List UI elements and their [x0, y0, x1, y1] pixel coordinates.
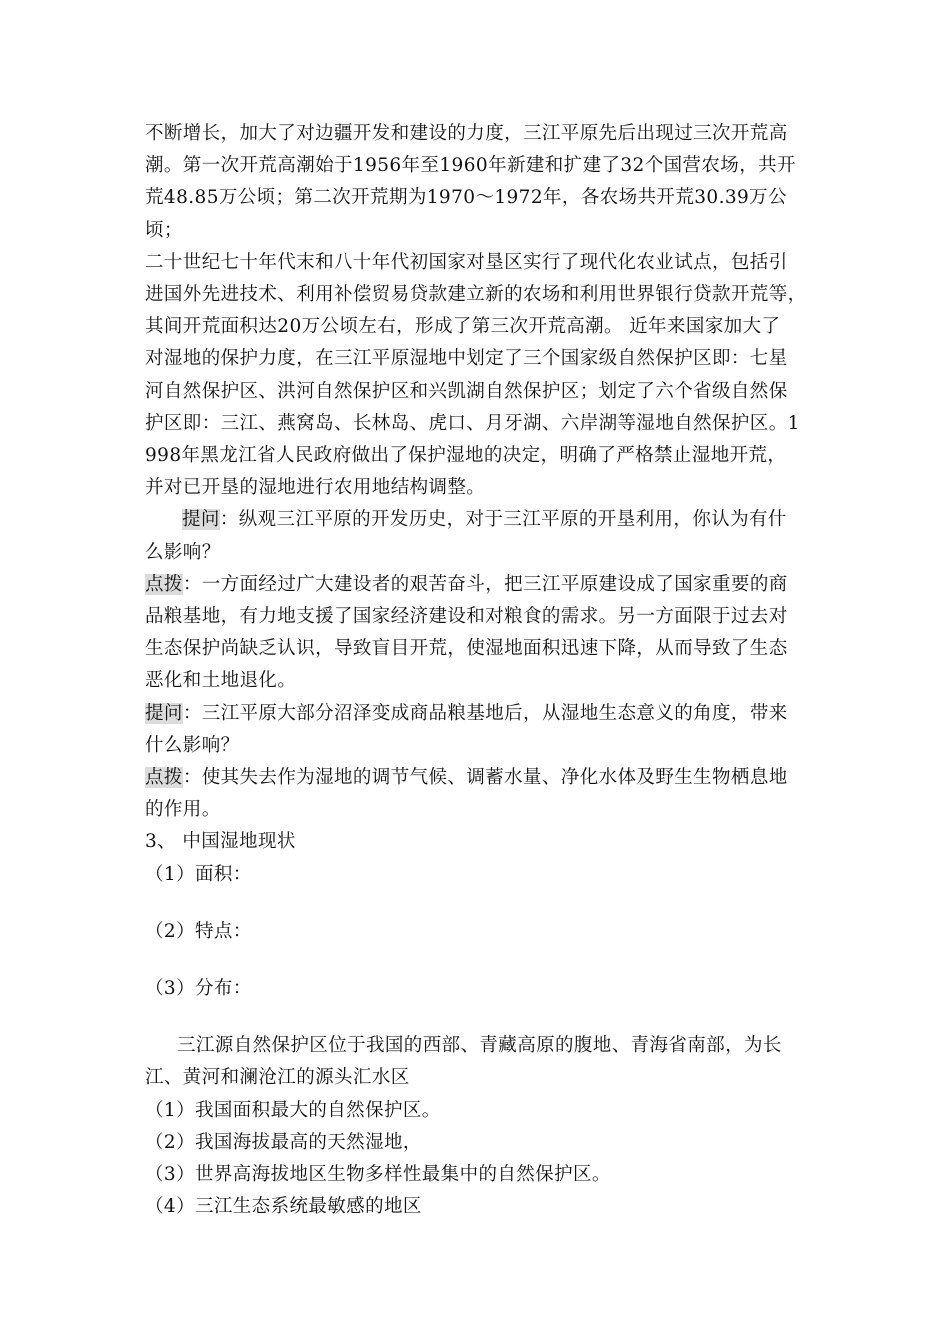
answer-1-line: 恶化和土地退化。 — [145, 670, 297, 692]
question-1 — [145, 504, 810, 536]
sanjiangyuan-item: （2）我国海拔最高的天然湿地， — [145, 1131, 422, 1153]
intro-line: 潮。第一次开荒高潮始于1956年至1960年新建和扩建了32个国营农场，共开 — [145, 155, 796, 177]
sanjiangyuan-item: （1）我国面积最大的自然保护区。 — [145, 1099, 441, 1121]
answer-label: 点拨 — [145, 767, 183, 789]
intro-line: 二十世纪七十年代末和八十年代初国家对垦区实行了现代化农业试点，包括引 — [145, 251, 788, 273]
sanjiangyuan-line: 江、黄河和澜沧江的源头汇水区 — [145, 1067, 410, 1089]
answer-1 — [145, 569, 810, 601]
question-text: ：纵观三江平原的开发历史，对于三江平原的开垦利用，你认为有什 — [219, 509, 787, 531]
answer-1-line: 品粮基地，有力地支援了国家经济建设和对粮食的需求。另一方面限于过去对 — [145, 606, 788, 628]
sanjiangyuan-item: （3）世界高海拔地区生物多样性最集中的自然保护区。 — [145, 1164, 611, 1186]
intro-line: 998年黑龙江省人民政府做出了保护湿地的决定，明确了严格禁止湿地开荒， — [145, 445, 787, 467]
answer-label: 点拨 — [145, 573, 183, 595]
answer-2 — [145, 762, 810, 794]
intro-line: 护区即：三江、燕窝岛、长林岛、虎口、月牙湖、六岸湖等湿地自然保护区。1 — [145, 412, 800, 434]
intro-line: 并对已开垦的湿地进行农用地结构调整。 — [145, 477, 486, 499]
question-text: ：三江平原大部分沼泽变成商品粮基地后，从湿地生态意义的角度，带来 — [182, 702, 788, 724]
question-label: 提问 — [145, 702, 183, 724]
question-1-line: 么影响？ — [145, 541, 221, 563]
question-2 — [145, 698, 810, 730]
intro-line: 荒48.85万公顷；第二次开荒期为1970～1972年，各农场共开荒30.39万公顷； — [145, 187, 787, 241]
answer-text: ：一方面经过广大建设者的艰苦奋斗，把三江平原建设成了国家重要的商 — [182, 573, 788, 595]
answer-text: ：使其失去作为湿地的调节气候、调蓄水量、净化水体及野生生物栖息地 — [182, 767, 788, 789]
sanjiangyuan-item: （4）三江生态系统最敏感的地区 — [145, 1196, 422, 1218]
intro-line: 河自然保护区、洪河自然保护区和兴凯湖自然保护区；划定了六个省级自然保 — [145, 380, 788, 402]
answer-2-line: 的作用。 — [145, 799, 221, 821]
intro-line: 其间开荒面积达20万公顷左右，形成了第三次开荒高潮。 近年来国家加大了 — [145, 316, 781, 338]
section-item: （3）分布： — [145, 978, 252, 1000]
section-item: （2）特点： — [145, 920, 252, 942]
intro-line: 对湿地的保护力度，在三江平原湿地中划定了三个国家级自然保护区即：七星 — [145, 348, 788, 370]
document-body — [145, 118, 810, 1224]
sanjiangyuan-line: 三江源自然保护区位于我国的西部、青藏高原的腹地、青海省南部，为长 — [177, 1035, 782, 1057]
section-item: （1）面积： — [145, 863, 252, 885]
section-heading: 3、 中国湿地现状 — [145, 831, 296, 853]
question-2-line: 什么影响？ — [145, 734, 240, 756]
question-label: 提问 — [182, 509, 220, 531]
answer-1-line: 生态保护尚缺乏认识，导致盲目开荒，使湿地面积迅速下降，从而导致了生态 — [145, 638, 788, 660]
intro-line: 不断增长，加大了对边疆开发和建设的力度，三江平原先后出现过三次开荒高 — [145, 123, 788, 144]
intro-line: 进国外先进技术、利用补偿贸易贷款建立新的农场和利用世界银行贷款开荒等， — [145, 284, 807, 306]
